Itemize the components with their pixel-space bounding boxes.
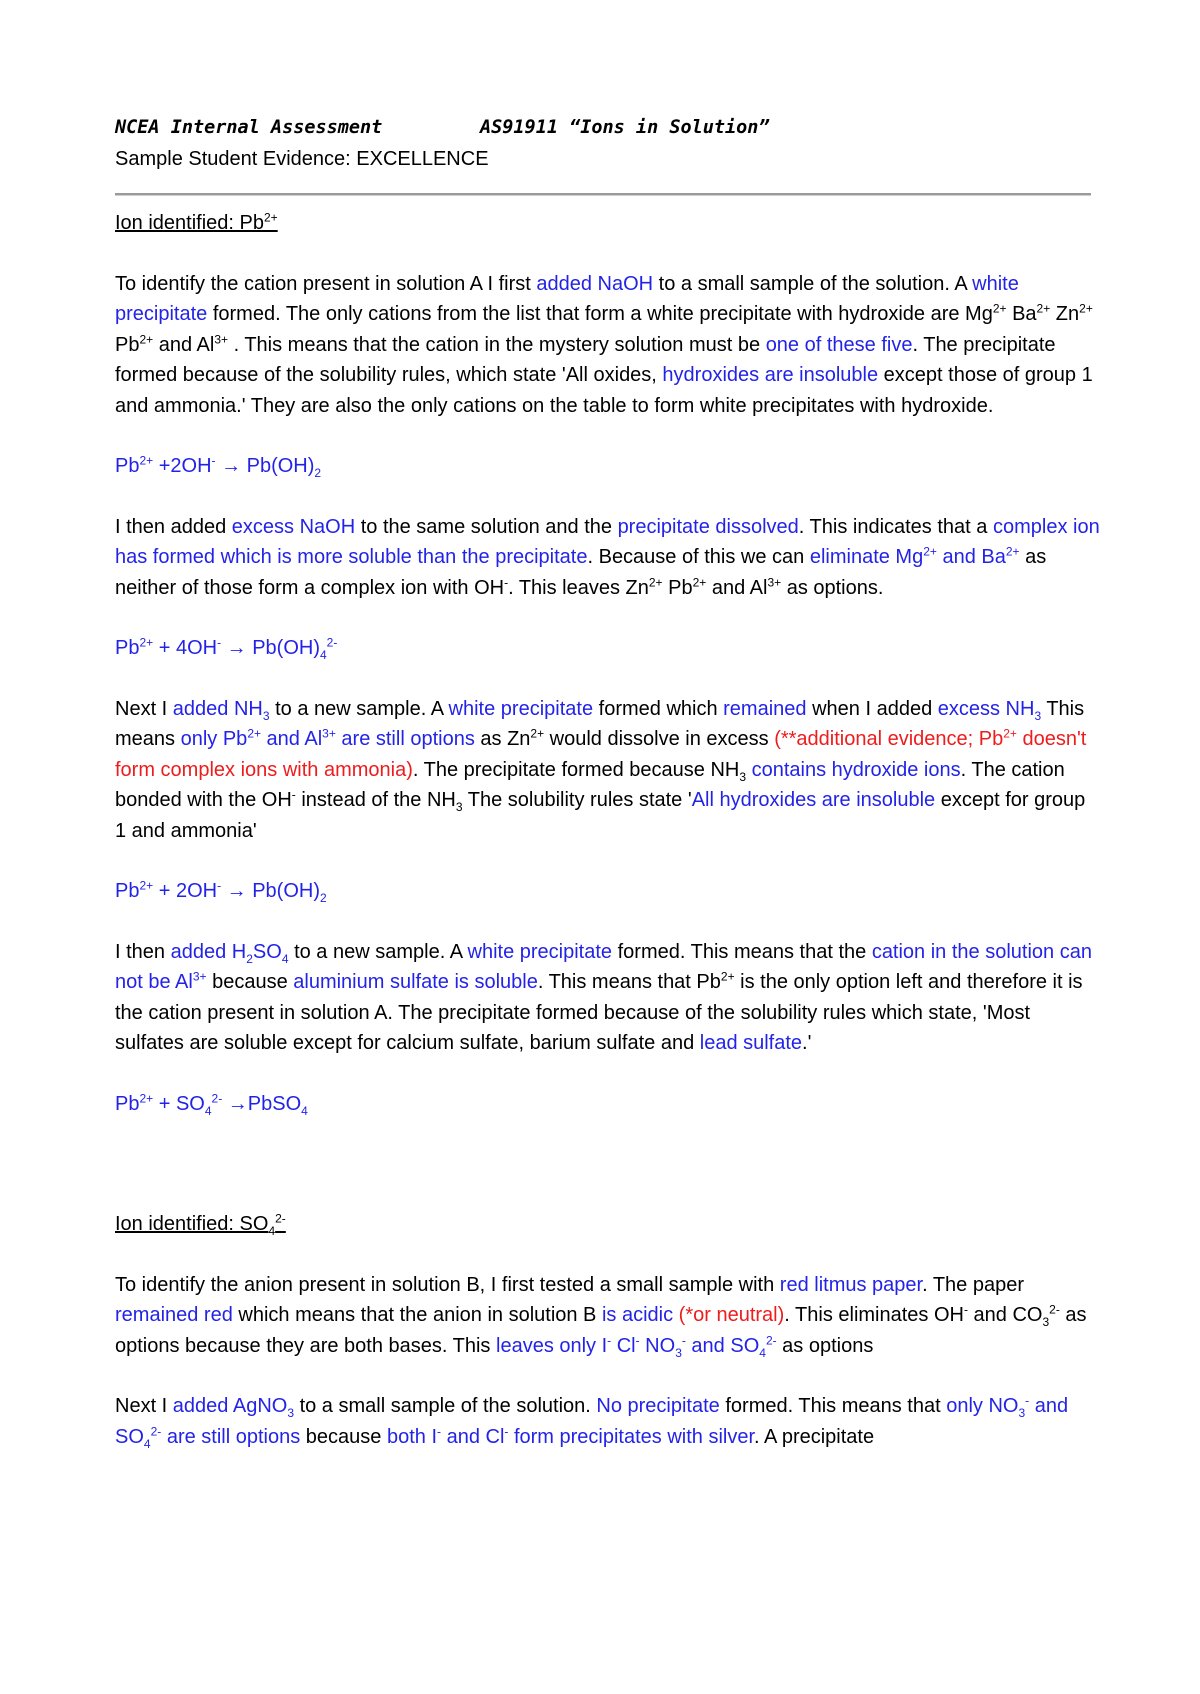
paragraph: I then added $H_2SO_4$ to a new sample. A white precipitate formed. This means that the cation in the solution can not be $Al^{3+}$ because aluminium sulfate is soluble. This means that $Pb^{2+}$ is the only option left and therefore it is the cation present in solution A. The precipitate formed because of the solubility rules which state, 'Most sulfates are soluble except for calcium sulfate, barium sulfate and lead sulfate.' — [115, 940, 1092, 1054]
document-header — [115, 114, 1095, 174]
paragraph: Next I added AgNO$_3$ to a small sample of the solution. No precipitate formed. This means that only $NO_3^-$ and $SO_4^{2-}$ are still options because both I- and Cl- form precipitates with silver. A precipitate — [115, 1393, 1069, 1451]
paragraph: I then added excess NaOH to the same solution and the precipitate dissolved. This indicates that a complex ion has formed which is more soluble than the precipitate. Because of this we can eliminate $Mg^{2+}$ and $Ba^{2+}$ as neither of those form a complex ion with OH-. This leaves $Zn^{2+}$ $Pb^{2+}$ and $Al^{3+}$ as options. — [115, 515, 1100, 599]
chemical-equation: $Pb^{2+} +2OH^- \to Pb(OH)_2$ — [115, 453, 322, 480]
document-body — [115, 208, 1100, 1482]
title-right: AS91911 “Ions in Solution” — [480, 117, 770, 138]
chemical-equation: $Pb^{2+} + 2OH^- \to Pb(OH)_2$ — [115, 878, 327, 905]
section-heading-cation: Ion identified: $Pb^{2+}$ — [115, 210, 278, 234]
assessment-title — [115, 114, 1095, 142]
paragraph: Next I added $NH_3$ to a new sample. A white precipitate formed which remained when I added excess $NH_3$ This means only $Pb^{2+}$ and $Al^{3+}$ are still options as $Zn^{2+}$ would dissolve in excess (**additional evidence; $Pb^{2+}$ doesn't form complex ions with ammonia). The precipitate formed because $NH_3$ contains hydroxide ions. The cation bonded with the OH- instead of the $NH_3$ The solubility rules state 'All hydroxides are insoluble except for group 1 and ammonia' — [115, 697, 1087, 842]
paragraph: To identify the cation present in solution A I first added NaOH to a small sample of the solution. A white precipitate formed. The only cations from the list that form a white precipitate with hydroxide are $Mg^{2+}$ $Ba^{2+}$ $Zn^{2+}$ $Pb^{2+}$ and $Al^{3+}$ . This means that the cation in the mystery solution must be one of these five. The precipitate formed because of the solubility rules, which state 'All oxides, hydroxides are insoluble except those of group 1 and ammonia.' They are also the only cations on the table to form white precipitates with hydroxide. — [115, 272, 1093, 417]
title-left: NCEA Internal Assessment — [115, 117, 383, 138]
paragraph: To identify the anion present in solution B, I first tested a small sample with red litmus paper. The paper remained red which means that the anion in solution B is acidic (*or neutral). This eliminates OH- and $CO_3^{2-}$ as options because they are both bases. This leaves only I- Cl- $NO_3^-$ and $SO_4^{2-}$ as options — [115, 1273, 1087, 1360]
chemical-equation: $Pb^{2+} + SO_4^{2-}$ →PbSO$_4$ — [115, 1090, 308, 1118]
section-heading-anion: Ion identified: $SO_4^{2-}$ — [115, 1211, 286, 1238]
header-divider — [115, 193, 1091, 196]
evidence-subtitle: Sample Student Evidence: EXCELLENCE — [115, 148, 489, 170]
chemical-equation: $Pb^{2+} + 4OH^- \to Pb(OH)_4^{2-}$ — [115, 635, 338, 662]
